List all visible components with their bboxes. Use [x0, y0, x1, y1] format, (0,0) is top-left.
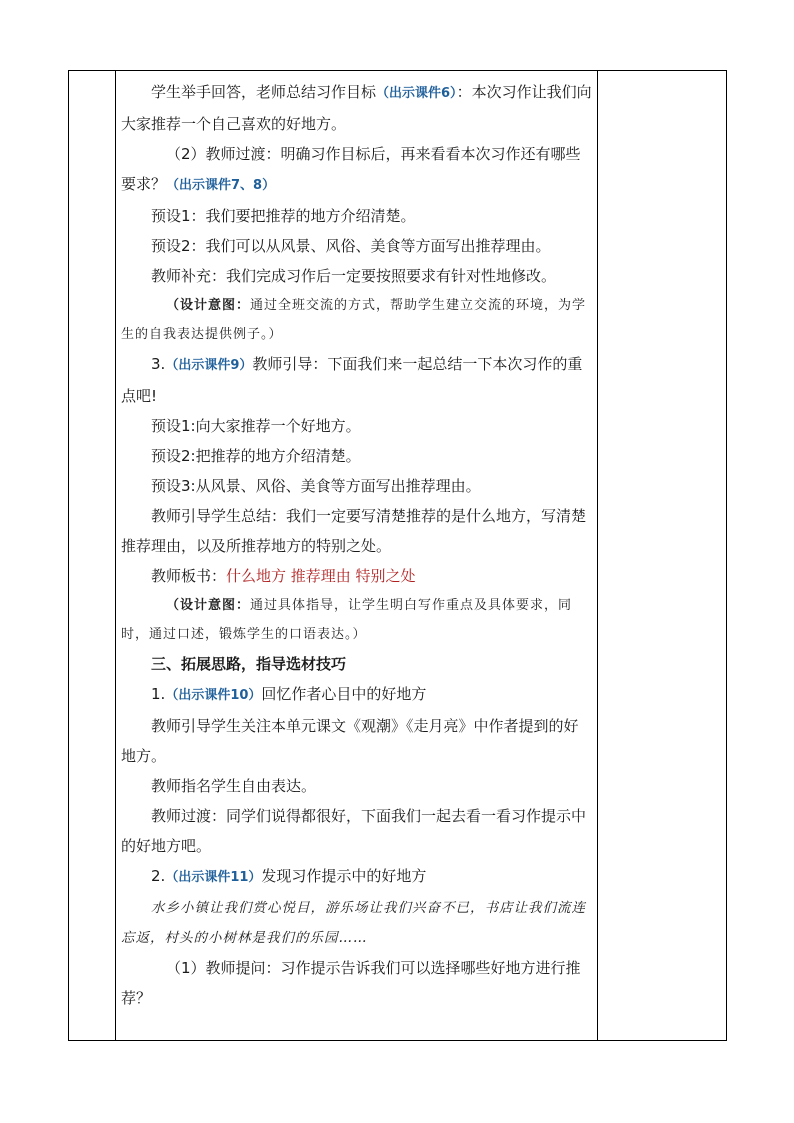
prompt-excerpt: 水乡小镇让我们赏心悦目，游乐场让我们兴奋不已，书店让我们流连忘返，村头的小树林是我们的乐园……: [121, 900, 586, 946]
paragraph: 教师引导学生总结：我们一定要写清楚推荐的是什么地方，写清楚推荐理由，以及所推荐地方的特别之处。: [121, 507, 587, 555]
design-intent: （设计意图：通过具体指导，让学生明白写作重点及具体要求，同时，通过口述，锻炼学生的口语表达。）: [121, 598, 573, 642]
paragraph: （2）教师过渡：明确习作目标后，再来看看本次习作还有哪些要求？（出示课件7、8）: [121, 145, 581, 193]
section-heading: 三、拓展思路，指导选材技巧: [151, 655, 347, 673]
lesson-content: [121, 77, 593, 1013]
courseware-tag: （出示课件7、8）: [166, 178, 276, 193]
paragraph: 教师补充：我们完成习作后一定要按照要求有针对性地修改。: [151, 267, 557, 285]
paragraph: 2.（出示课件11）发现习作提示中的好地方: [151, 867, 427, 885]
column-divider-left: [115, 71, 116, 1040]
paragraph: 预设2：我们可以从风景、风俗、美食等方面写出推荐理由。: [151, 237, 551, 255]
courseware-tag: （出示课件9）: [165, 358, 253, 373]
courseware-tag: （出示课件6）: [376, 86, 457, 101]
courseware-tag: （出示课件10）: [165, 688, 262, 703]
paragraph: 教师过渡：同学们说得都很好，下面我们一起去看一看习作提示中的好地方吧。: [121, 807, 587, 855]
board-text: 什么地方 推荐理由 特别之处: [226, 567, 416, 585]
paragraph: 教师指名学生自由表达。: [151, 777, 317, 795]
column-divider-right: [597, 71, 598, 1040]
design-intent: （设计意图：通过全班交流的方式，帮助学生建立交流的环境，为学生的自我表达提供例子。）: [121, 298, 587, 342]
paragraph: 预设1：我们要把推荐的地方介绍清楚。: [151, 207, 416, 225]
lesson-table: [68, 70, 727, 1041]
paragraph: 预设3:从风景、风俗、美食等方面写出推荐理由。: [151, 477, 481, 495]
paragraph: 1.（出示课件10）回忆作者心目中的好地方: [151, 685, 427, 703]
paragraph: （1）教师提问：习作提示告诉我们可以选择哪些好地方进行推荐？: [121, 959, 581, 1007]
paragraph: 学生举手回答，老师总结习作目标（出示课件6）：本次习作让我们向大家推荐一个自己喜欢的好地方。: [121, 83, 592, 133]
paragraph: 教师板书：什么地方 推荐理由 特别之处: [151, 567, 416, 585]
courseware-tag: （出示课件11）: [165, 870, 262, 885]
paragraph: 预设1:向大家推荐一个好地方。: [151, 417, 361, 435]
paragraph: 预设2:把推荐的地方介绍清楚。: [151, 447, 361, 465]
paragraph: 教师引导学生关注本单元课文《观潮》《走月亮》中作者提到的好地方。: [121, 717, 579, 765]
paragraph: 3.（出示课件9）教师引导：下面我们来一起总结一下本次习作的重点吧!: [121, 355, 583, 405]
